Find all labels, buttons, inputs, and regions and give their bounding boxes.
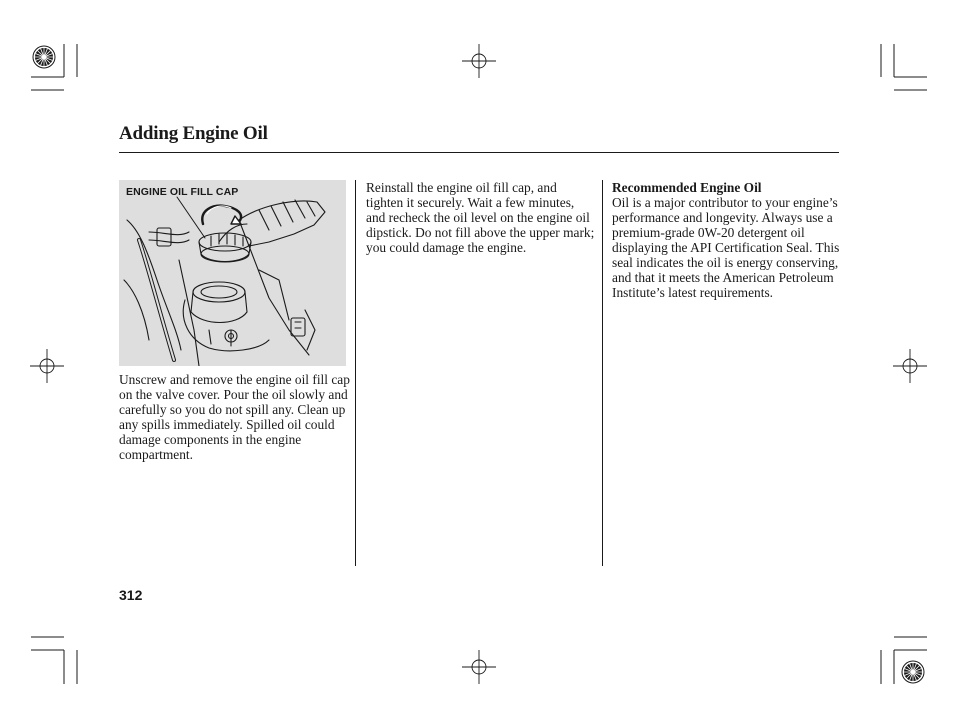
figure-label: ENGINE OIL FILL CAP <box>126 186 239 198</box>
title-rule <box>119 152 839 153</box>
col2-paragraph: Reinstall the engine oil fill cap, and tighten it securely. Wait a few minutes, and recheck the oil level on the engine oil dipstick. Do not fill above the upper mark; you could damage the engine. <box>366 180 595 255</box>
engine-oil-fill-cap-illustration <box>119 180 346 366</box>
registration-starburst-top-left <box>33 46 55 68</box>
column-divider-right <box>602 180 603 566</box>
recommended-oil-heading: Recommended Engine Oil <box>612 180 762 195</box>
column-divider-left <box>355 180 356 566</box>
registration-starburst-bottom-right <box>902 661 924 683</box>
col1-paragraph: Unscrew and remove the engine oil fill cap on the valve cover. Pour the oil slowly and carefully so you do not spill any. Clean up any spills immediately. Spilled oil could damage components in the engine compartment. <box>119 372 350 462</box>
page-number: 312 <box>119 587 143 603</box>
col3-section <box>612 180 844 300</box>
col3-paragraph: Oil is a major contributor to your engine’s performance and longevity. Always use a premium-grade 0W-20 detergent oil displaying the API Certification Seal. This seal indicates the oil is energy conserving, and that it meets the American Petroleum Institute’s latest requirements. <box>612 195 840 300</box>
page-title: Adding Engine Oil <box>119 123 268 144</box>
